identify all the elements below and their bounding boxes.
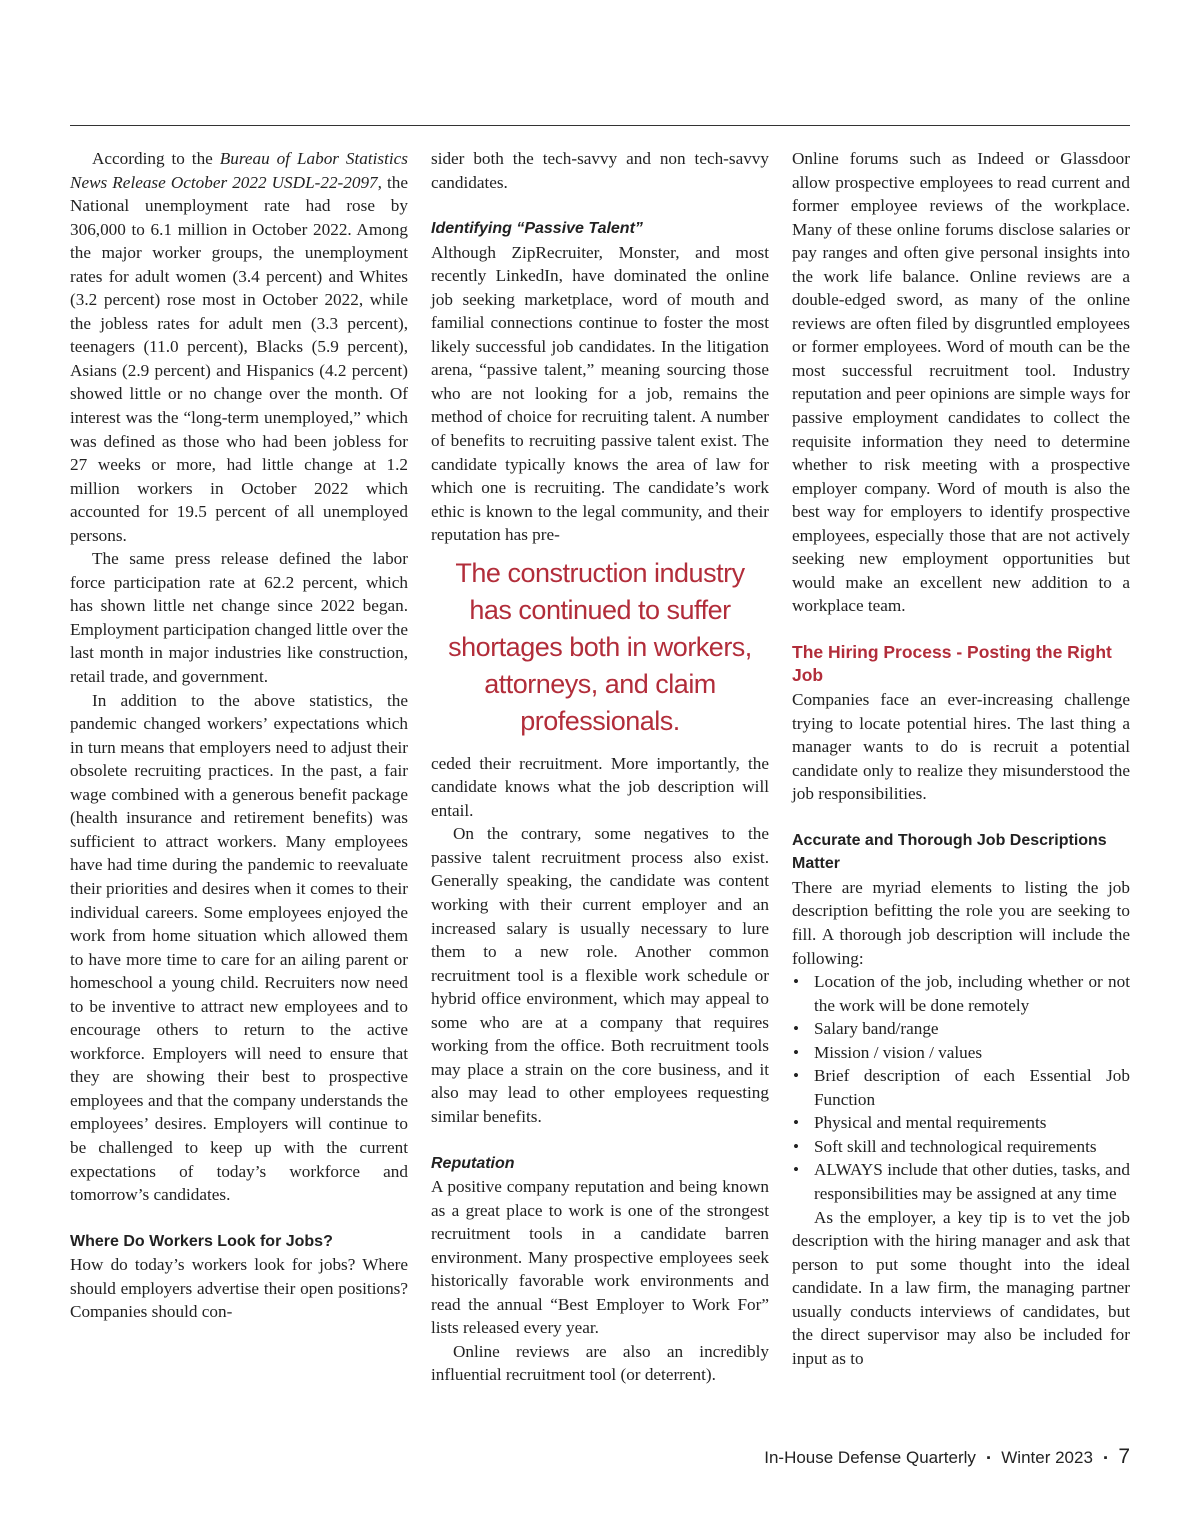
subsection-heading: Accurate and Thorough Job Descriptions Matter (792, 831, 1107, 873)
list-item: • Physical and mental requirements (792, 1111, 1130, 1135)
separator-icon: ▪ (986, 1452, 991, 1464)
bullet-icon: • (793, 1136, 800, 1156)
list-item: • ALWAYS include that other duties, tasks, and responsibilities may be assigned at any time (793, 1160, 1130, 1203)
publication-name: In-House Defense Quarterly (764, 1448, 976, 1467)
list-item: • Soft skill and technological requirements (792, 1135, 1130, 1159)
list-item: • Location of the job, including whether or not the work will be done remotely (793, 972, 1130, 1015)
issue-date: Winter 2023 (1001, 1448, 1093, 1467)
bullet-icon: • (793, 1113, 800, 1133)
paragraph: How do today’s workers look for jobs? Where should employers advertise their open positions? Companies should con- (70, 1255, 408, 1322)
paragraph: Online forums such as Indeed or Glassdoor allow prospective employees to read current and former employee reviews of the workplace. Many of these online forums disclose salaries or pay ranges and often give personal insights into the work life balance. Online reviews are a double-edged sword, as many of the online reviews are often filed by disgruntled employees or former employees. Word of mouth can be the most successful recruitment tool. Industry reputation and peer opinions are simple ways for passive employment candidates to collect the requisite information they need to determine whether to risk meeting with a prospective employer company. Word of mouth is also the best way for employers to identify prospective employees, especially those that are not actively seeking new employment opportunities but would make an excellent new addition to a workplace team. (792, 149, 1130, 616)
paragraph: The same press release defined the labor force participation rate at 62.2 percent, which has shown little net change since 2022 began. Employment participation changed little over the last month in major industries like construction, retail trade, and government. (70, 549, 408, 687)
paragraph: Online reviews are also an incredibly influential recruitment tool (or deterrent). (431, 1341, 769, 1385)
page-footer (764, 1445, 1130, 1469)
section-heading: The Hiring Process - Posting the Right Job (792, 641, 1112, 686)
separator-icon: ▪ (1103, 1452, 1108, 1464)
paragraph: sider both the tech-savvy and non tech-savvy candidates. (431, 149, 769, 192)
bullet-icon: • (793, 1160, 800, 1180)
paragraph: ceded their recruitment. More importantly, the candidate knows what the job description will entail. (431, 753, 769, 820)
subsection-heading: Reputation (431, 1154, 515, 1172)
column-1 (70, 147, 408, 1324)
paragraph: Although ZipRecruiter, Monster, and most recently LinkedIn, have dominated the online job seeking marketplace, word of mouth and familial connections continue to foster the most likely successful job candidates. In the litigation arena, “passive talent,” meaning sourcing those who are not looking for a job, remains the method of choice for recruiting talent. A number of benefits to recruiting passive talent exist. The candidate typically knows the area of law for which one is recruiting. The candidate’s work ethic is known to the legal community, and their reputation has pre- (431, 242, 769, 545)
source-citation: Bureau of Labor Statistics News Release October 2022 USDL-22-2097 (70, 149, 408, 192)
paragraph: In addition to the above statistics, the pandemic changed workers’ expectations which in turn means that employers need to adjust their obsolete recruiting practices. In the past, a fair wage combined with a generous benefit package (health insurance and retirement benefits) was sufficient to attract workers. Many employees have had time during the pandemic to reevaluate their priorities and desires when it comes to their individual careers. Some employees enjoyed the work from home situation which allowed them to have more time to care for an ailing parent or homeschool a young child. Recruiters now need to be inventive to attract new employees and to encourage others to return to the active workforce. Employers will need to ensure that they are showing their best to prospective employees and that the company understands the employees’ desires. Employers will continue to be challenged to keep up with the current expectations of today’s workforce and tomorrow’s candidates. (70, 690, 408, 1205)
bullet-icon: • (793, 972, 800, 992)
bullet-icon: • (793, 1042, 800, 1062)
list-item: • Mission / vision / values (792, 1041, 1130, 1065)
paragraph: On the contrary, some negatives to the passive talent recruitment process also exist. Generally speaking, the candidate was content working with their current employer and an increased salary is usually necessary to lure them to a new role. Another common recruitment tool is a flexible work schedule or hybrid office environment, which may appeal to some who are at a company that requires working from the office. Both recruitment tools may place a strain on the core business, and it also may lead to other employees requesting similar benefits. (431, 824, 769, 1126)
bullet-icon: • (793, 1019, 800, 1039)
list-item: • Salary band/range (792, 1017, 1130, 1041)
bullet-icon: • (793, 1066, 800, 1086)
paragraph: Companies face an ever-increasing challenge trying to locate potential hires. The last thing a manager wants to do is recruit a potential candidate only to realize they misunderstood the job responsibilities. (792, 690, 1130, 804)
column-2 (431, 147, 769, 1387)
paragraph: A positive company reputation and being known as a great place to work is one of the strongest recruitment tools in a candidate barren environment. Many prospective employees seek historically favorable work environments and read the annual “Best Employer to Work For” lists released every year. (431, 1177, 769, 1338)
paragraph: There are myriad elements to listing the job description befitting the role you are seeking to fill. A thorough job description will include the following: (792, 877, 1130, 968)
paragraph: According to the Bureau of Labor Statistics News Release October 2022 USDL-22-2097, the National unemployment rate had rose by 306,000 to 6.1 million in October 2022. Among the major worker groups, the unemployment rates for adult women (3.4 percent) and Whites (3.2 percent) rose most in October 2022, while the jobless rates for adult men (3.3 percent), teenagers (11.0 percent), Blacks (5.9 percent), Asians (2.9 percent) and Hispanics (4.2 percent) showed little or no change over the month. Of interest was the “long-term unemployed,” which was defined as those who had been jobless for 27 weeks or more, had little change at 1.2 million workers in October 2022 which accounted for 19.5 percent of all unemployed persons. (70, 149, 409, 545)
column-3 (792, 147, 1130, 1370)
list-item: • Brief description of each Essential Job Function (793, 1066, 1130, 1109)
paragraph: As the employer, a key tip is to vet the job description with the hiring manager and ask that person to put some thought into the ideal candidate. In a law firm, the managing partner usually conducts interviews of candidates, but the direct supervisor may also be included for input as to (792, 1207, 1130, 1368)
top-rule (70, 125, 1130, 126)
page-number: 7 (1118, 1445, 1130, 1468)
pull-quote: The construction industry has continued to suffer shortages both in workers, attorneys, and claim professionals. (448, 557, 752, 736)
subsection-heading: Identifying “Passive Talent” (431, 220, 643, 238)
section-heading: Where Do Workers Look for Jobs? (70, 1232, 333, 1250)
requirements-list (792, 970, 1130, 1205)
